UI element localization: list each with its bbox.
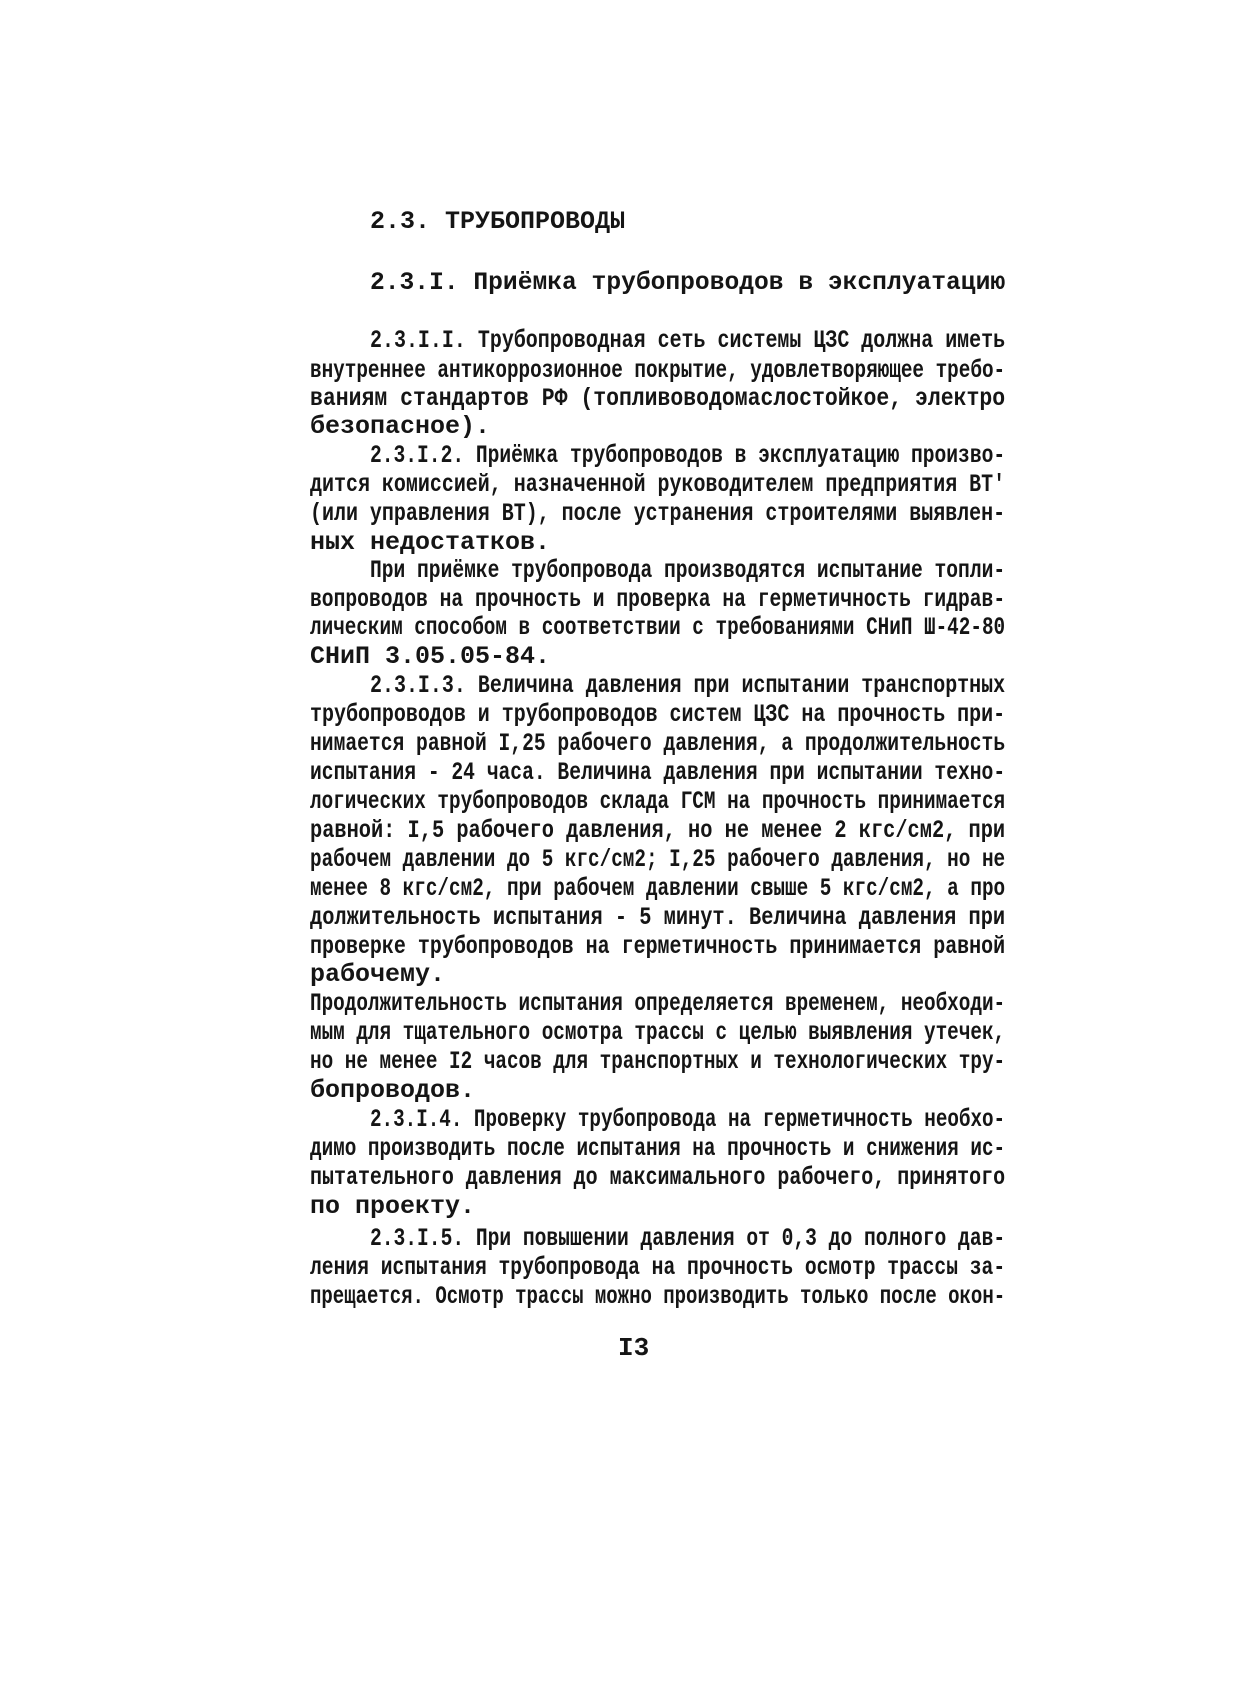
text-line: по проекту. [310, 1192, 476, 1221]
text-line: СНиП 3.05.05-84. [310, 642, 551, 671]
text-line: дится комиссией, назначенной руководителем предприятия ВТ' [310, 470, 1006, 499]
text-line: но не менее I2 часов для транспортных и технологических тру- [310, 1047, 1006, 1076]
section-title: 2.3. ТРУБОПРОВОДЫ [370, 207, 626, 236]
subsection-title: 2.3.I. Приёмка трубопроводов в эксплуатацию [370, 268, 1006, 297]
text-line: (или управления ВТ), после устранения строителями выявлен- [310, 499, 1006, 528]
text-line: должительность испытания - 5 минут. Величина давления при [310, 903, 1006, 932]
text-line: 2.3.I.2. Приёмка трубопроводов в эксплуатацию произво- [370, 441, 1006, 470]
text-line: рабочем давлении до 5 кгс/см2; I,25 рабочего давления, но не [310, 845, 1006, 874]
text-line: вопроводов на прочность и проверка на герметичность гидрав- [310, 585, 1006, 614]
text-line: нимается равной I,25 рабочего давления, а продолжительность [310, 729, 1006, 758]
text-line: ваниям стандартов РФ (топливоводомаслостойкое, электро [310, 384, 1006, 413]
text-line: бопроводов. [310, 1076, 476, 1105]
text-line: 2.3.I.3. Величина давления при испытании транспортных [370, 671, 1006, 700]
text-line: При приёмке трубопровода производятся испытание топли- [370, 556, 1006, 585]
text-line: логических трубопроводов склада ГСМ на прочность принимается [310, 787, 1006, 816]
text-line: внутреннее антикоррозионное покрытие, удовлетворяющее требо- [310, 356, 1006, 385]
text-line: равной: I,5 рабочего давления, но не менее 2 кгс/см2, при [310, 816, 1006, 845]
text-line: менее 8 кгс/см2, при рабочем давлении свыше 5 кгс/см2, а про [310, 874, 1006, 903]
text-line: пытательного давления до максимального рабочего, принятого [310, 1163, 1006, 1192]
text-line: 2.3.I.I. Трубопроводная сеть системы ЦЗС должна иметь [370, 326, 1006, 355]
text-line: Продолжительность испытания определяется временем, необходи- [310, 989, 1006, 1018]
text-line: димо производить после испытания на прочность и снижения ис- [310, 1134, 1006, 1163]
text-line: 2.3.I.4. Проверку трубопровода на герметичность необхо- [370, 1105, 1006, 1134]
text-line: мым для тщательного осмотра трассы с целью выявления утечек, [310, 1018, 1006, 1047]
text-line: прещается. Осмотр трассы можно производить только после окон- [310, 1282, 1006, 1311]
text-line: 2.3.I.5. При повышении давления от 0,3 до полного дав- [370, 1224, 1006, 1253]
text-line: безопасное). [310, 412, 491, 441]
page-number: I3 [618, 1333, 650, 1363]
text-line: трубопроводов и трубопроводов систем ЦЗС на прочность при- [310, 700, 1006, 729]
text-line: ления испытания трубопровода на прочность осмотр трассы за- [310, 1253, 1006, 1282]
text-line: лическим способом в соответствии с требованиями СНиП Ш-42-80 [310, 613, 1006, 642]
text-line: проверке трубопроводов на герметичность принимается равной [310, 932, 1006, 961]
text-line: рабочему. [310, 960, 446, 989]
text-line: испытания - 24 часа. Величина давления при испытании техно- [310, 758, 1006, 787]
text-line: ных недостатков. [310, 528, 551, 557]
